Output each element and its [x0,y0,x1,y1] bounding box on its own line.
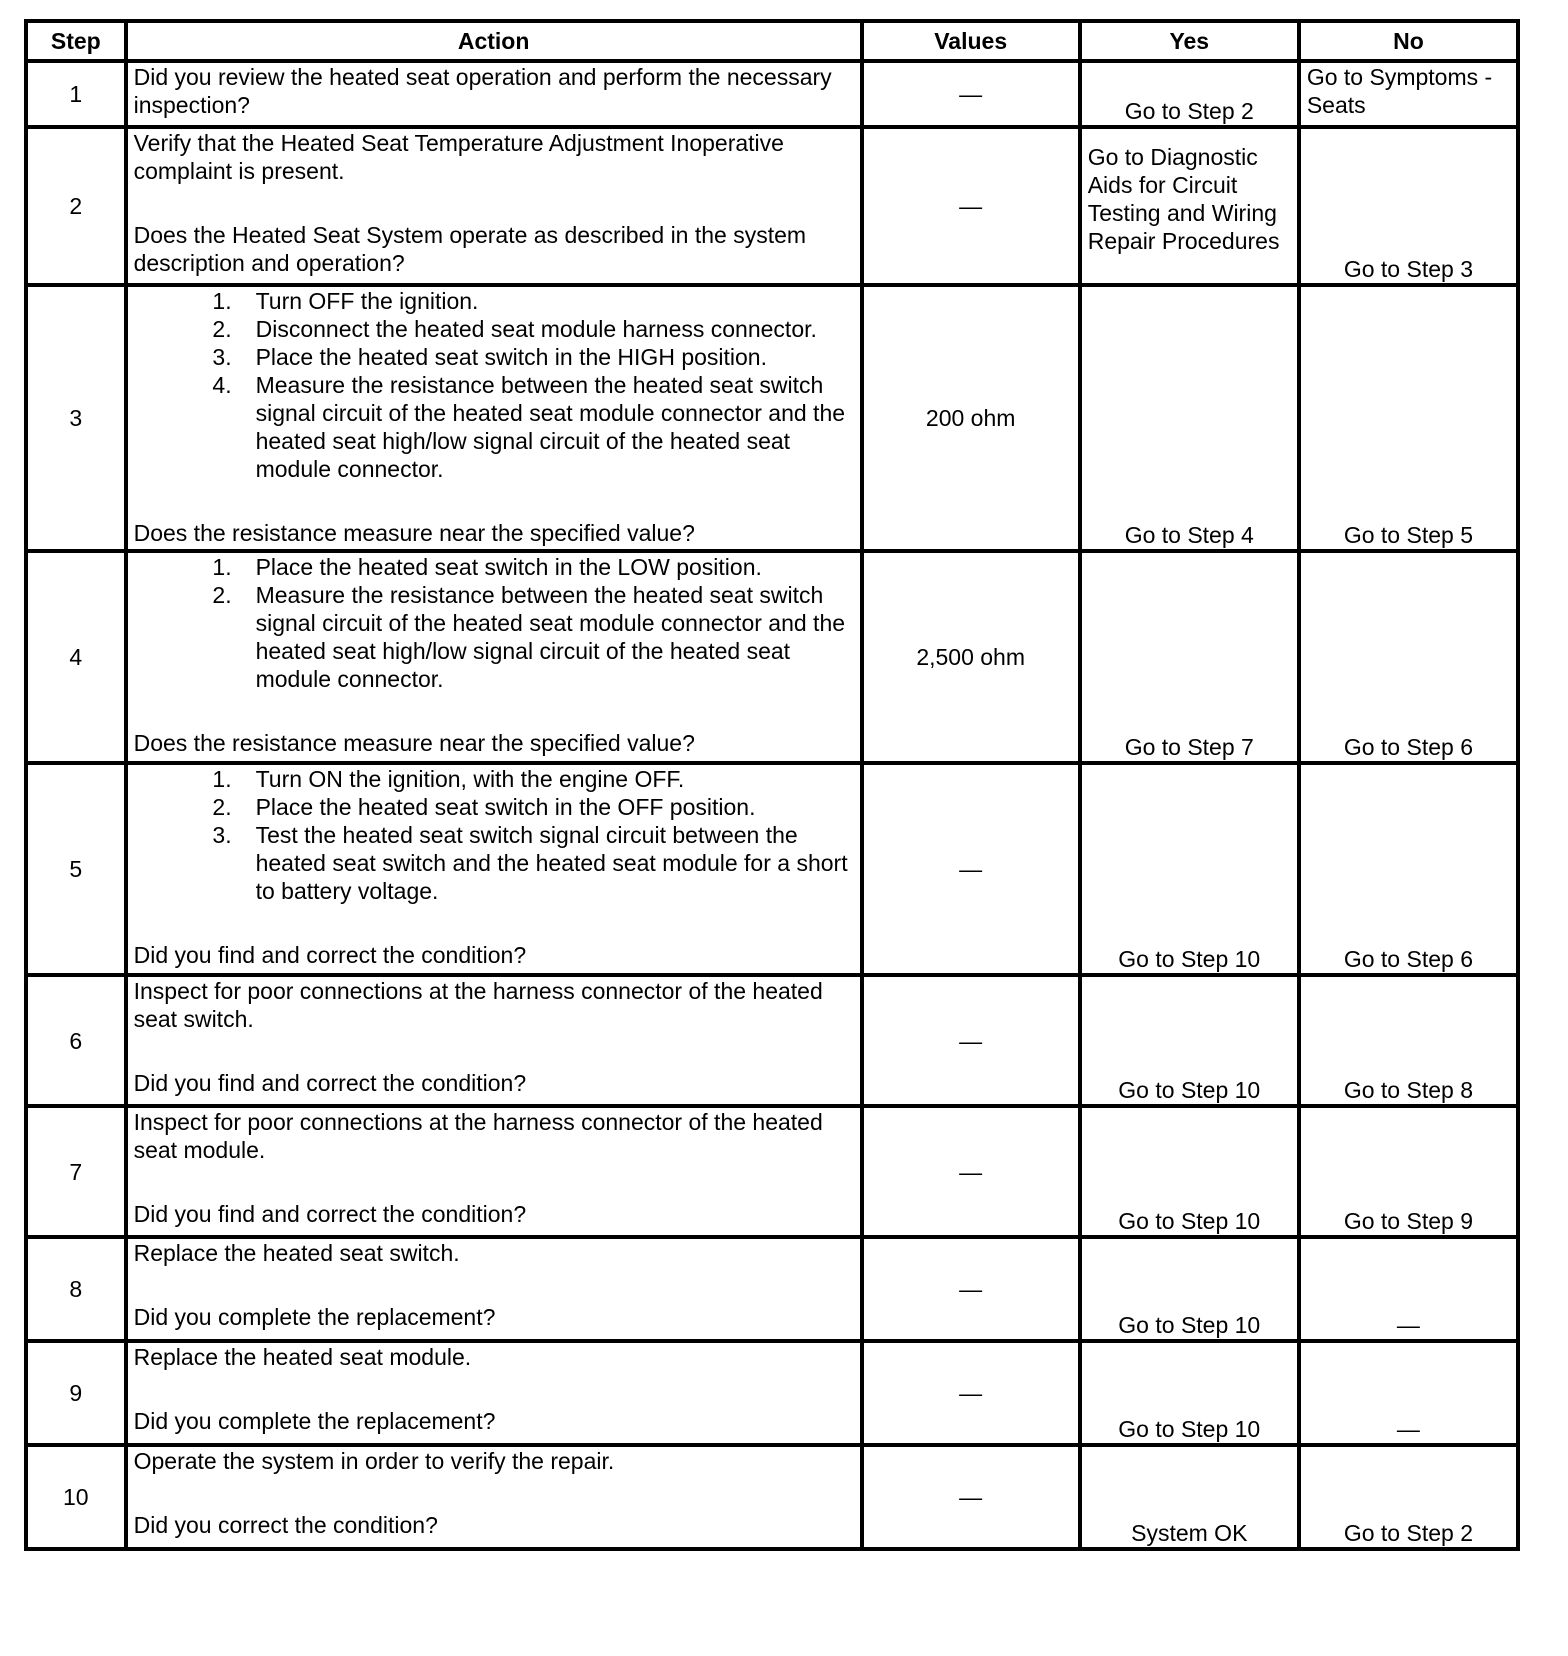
action-steps [134,553,854,693]
action-text: Inspect for poor connections at the harness connector of the heated seat switch. [133,978,823,1032]
action-text: Inspect for poor connections at the harness connector of the heated seat module. [133,1109,823,1163]
table-row [26,551,1518,763]
item-number: 1. [212,766,232,792]
no-cell: Go to Step 5 [1299,285,1518,551]
table-row [26,285,1518,551]
values-cell: — [862,763,1080,975]
action-text: Did you review the heated seat operation and perform the necessary inspection? [133,64,832,118]
item-number: 2. [212,316,232,342]
step-number: 1 [26,61,126,127]
item-number: 4. [212,372,232,398]
table-row [26,763,1518,975]
no-cell: Go to Symptoms - Seats [1299,61,1518,127]
header-yes: Yes [1080,21,1299,61]
yes-cell: Go to Step 10 [1080,1237,1299,1341]
action-cell [126,1237,862,1341]
yes-cell: Go to Step 10 [1080,763,1299,975]
table-row [26,1106,1518,1237]
item-text: Place the heated seat switch in the HIGH position. [255,344,767,370]
step-number: 8 [26,1237,126,1341]
item-text: Place the heated seat switch in the OFF position. [255,794,756,820]
action-cell [126,1445,862,1549]
action-cell [126,551,862,763]
action-cell [126,763,862,975]
table-row [26,975,1518,1106]
item-text: Place the heated seat switch in the LOW position. [255,554,762,580]
action-question: Did you complete the replacement? [133,1408,496,1434]
values-cell: — [862,127,1080,285]
table-row [26,127,1518,285]
values-cell: — [862,1445,1080,1549]
table-row [26,1445,1518,1549]
item-number: 3. [212,344,232,370]
action-question: Did you find and correct the condition? [133,1070,527,1096]
action-text: Verify that the Heated Seat Temperature Adjustment Inoperative complaint is present. [133,130,784,184]
values-cell: — [862,975,1080,1106]
action-steps [134,287,854,483]
yes-cell: Go to Step 4 [1080,285,1299,551]
step-number: 4 [26,551,126,763]
yes-cell: Go to Step 10 [1080,1341,1299,1445]
yes-cell: Go to Step 2 [1080,61,1299,127]
list-item [134,315,854,343]
diagnostic-table [24,19,1520,1551]
action-text: Replace the heated seat module. [133,1344,472,1370]
header-no: No [1299,21,1518,61]
list-item [134,553,854,581]
item-number: 2. [212,582,232,608]
step-number: 6 [26,975,126,1106]
item-number: 3. [212,822,232,848]
no-cell: Go to Step 2 [1299,1445,1518,1549]
item-text: Turn ON the ignition, with the engine OFF. [255,766,685,792]
action-text: Operate the system in order to verify the repair. [133,1448,615,1474]
yes-cell: Go to Step 10 [1080,975,1299,1106]
step-number: 10 [26,1445,126,1549]
action-cell [126,1106,862,1237]
values-cell: — [862,61,1080,127]
header-values: Values [862,21,1080,61]
step-number: 9 [26,1341,126,1445]
header-step: Step [26,21,126,61]
action-question: Did you complete the replacement? [133,1304,496,1330]
no-cell: — [1299,1341,1518,1445]
item-text: Turn OFF the ignition. [255,288,479,314]
list-item [134,343,854,371]
action-steps [134,765,854,905]
step-number: 2 [26,127,126,285]
table-row [26,1237,1518,1341]
yes-cell: Go to Diagnostic Aids for Circuit Testing and Wiring Repair Procedures [1080,127,1299,285]
action-question: Does the resistance measure near the specified value? [133,730,695,756]
table-row [26,61,1518,127]
no-cell: Go to Step 8 [1299,975,1518,1106]
action-cell [126,975,862,1106]
action-cell [126,1341,862,1445]
list-item [134,821,854,905]
item-text: Test the heated seat switch signal circuit between the heated seat switch and the heated seat module for a short to battery voltage. [255,822,848,904]
no-cell: — [1299,1237,1518,1341]
header-action: Action [126,21,862,61]
values-cell: — [862,1341,1080,1445]
action-cell [126,61,862,127]
no-cell: Go to Step 6 [1299,763,1518,975]
yes-cell: Go to Step 10 [1080,1106,1299,1237]
header-row [26,21,1518,61]
item-text: Measure the resistance between the heated seat switch signal circuit of the heated seat module connector and the heated seat high/low signal circuit of the heated seat module connector. [255,582,846,692]
action-cell [126,285,862,551]
list-item [134,371,854,483]
action-text: Replace the heated seat switch. [133,1240,460,1266]
yes-cell: Go to Step 7 [1080,551,1299,763]
step-number: 7 [26,1106,126,1237]
values-cell: 200 ohm [862,285,1080,551]
list-item [134,765,854,793]
list-item [134,581,854,693]
action-question: Does the Heated Seat System operate as described in the system description and operation? [133,222,807,276]
no-cell: Go to Step 6 [1299,551,1518,763]
list-item [134,287,854,315]
values-cell: — [862,1237,1080,1341]
table-row [26,1341,1518,1445]
action-question: Did you find and correct the condition? [133,942,527,968]
action-question: Did you correct the condition? [133,1512,438,1538]
list-item [134,793,854,821]
item-number: 1. [212,554,232,580]
item-text: Measure the resistance between the heated seat switch signal circuit of the heated seat module connector and the heated seat high/low signal circuit of the heated seat module connector. [255,372,846,482]
action-question: Did you find and correct the condition? [133,1201,527,1227]
item-text: Disconnect the heated seat module harness connector. [255,316,817,342]
no-cell: Go to Step 9 [1299,1106,1518,1237]
action-cell [126,127,862,285]
action-question: Does the resistance measure near the specified value? [133,520,695,546]
step-number: 3 [26,285,126,551]
values-cell: — [862,1106,1080,1237]
item-number: 1. [212,288,232,314]
item-number: 2. [212,794,232,820]
step-number: 5 [26,763,126,975]
yes-cell: System OK [1080,1445,1299,1549]
values-cell: 2,500 ohm [862,551,1080,763]
no-cell: Go to Step 3 [1299,127,1518,285]
